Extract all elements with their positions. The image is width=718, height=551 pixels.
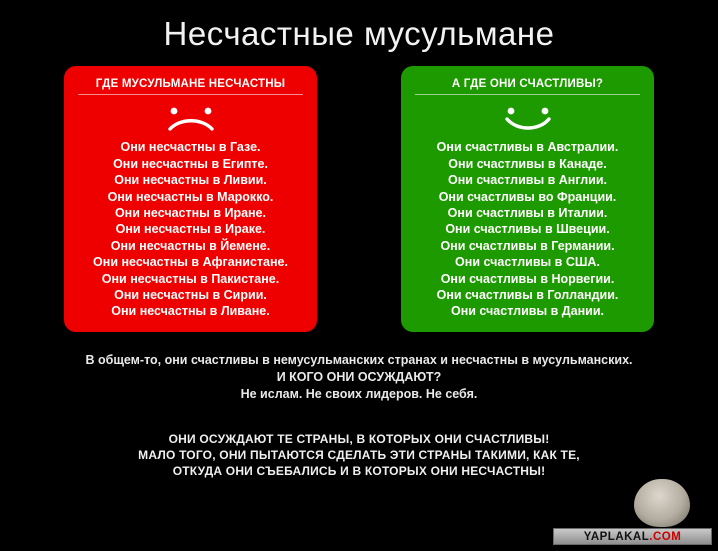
bottom-caption xyxy=(0,431,718,479)
list-item: Они счастливы в Швеции. xyxy=(445,222,610,237)
list-item: Они счастливы в Италии. xyxy=(447,205,608,220)
panels-container xyxy=(0,66,718,331)
list-item: Они несчастны в Афганистане. xyxy=(93,255,288,270)
list-item: Они несчастны в Египте. xyxy=(113,156,268,171)
list-item: Они несчастны в Марокко. xyxy=(107,189,274,204)
watermark-face-icon xyxy=(634,479,690,527)
list-item: Они несчастны в Сирии. xyxy=(114,287,267,302)
middle-caption xyxy=(0,352,718,403)
list-item: Они несчастны в Ираке. xyxy=(115,222,266,237)
middle-line-1: В общем-то, они счастливы в немусульманских странах и несчастны в мусульманских. xyxy=(85,352,633,367)
list-item: Они несчастны в Иране. xyxy=(114,205,267,220)
panel-happy-divider xyxy=(415,94,640,95)
list-item: Они несчастны в Ливане. xyxy=(111,304,270,319)
list-item: Они счастливы в Дании. xyxy=(450,304,605,319)
list-item: Они счастливы в Норвегии. xyxy=(440,271,615,286)
list-item: Они несчастны в Пакистане. xyxy=(101,271,280,286)
panel-happy-list xyxy=(401,139,654,319)
watermark-text-suffix: .COM xyxy=(649,530,682,543)
watermark-text-main: YAPLAKAL xyxy=(583,530,650,543)
panel-unhappy xyxy=(64,66,317,331)
list-item: Они счастливы в Германии. xyxy=(440,238,615,253)
list-item: Они счастливы в Англии. xyxy=(447,173,608,188)
list-item: Они счастливы в Австралии. xyxy=(436,140,619,155)
panel-unhappy-divider xyxy=(78,94,303,95)
list-item: Они счастливы в Голландии. xyxy=(436,287,619,302)
list-item: Они счастливы в США. xyxy=(455,255,600,270)
panel-happy xyxy=(401,66,654,331)
list-item: Они несчастны в Газе. xyxy=(120,140,261,155)
watermark-bar xyxy=(553,528,712,545)
middle-line-3: Не ислам. Не своих лидеров. Не себя. xyxy=(240,386,478,401)
watermark xyxy=(552,483,712,545)
panel-unhappy-list xyxy=(64,139,317,319)
sad-face-icon xyxy=(64,101,317,135)
list-item: Они несчастны в Ливии. xyxy=(114,173,267,188)
list-item: Они несчастны в Йемене. xyxy=(110,238,271,253)
bottom-line-1: ОНИ ОСУЖДАЮТ ТЕ СТРАНЫ, В КОТОРЫХ ОНИ СЧАСТЛИВЫ! xyxy=(168,431,550,446)
page-title: Несчастные мусульмане xyxy=(163,15,555,52)
happy-face-icon xyxy=(401,101,654,135)
panel-unhappy-heading: ГДЕ МУСУЛЬМАНЕ НЕСЧАСТНЫ xyxy=(95,78,286,91)
list-item: Они счастливы в Канаде. xyxy=(448,156,607,171)
list-item: Они счастливы во Франции. xyxy=(438,189,617,204)
panel-happy-heading: А ГДЕ ОНИ СЧАСТЛИВЫ? xyxy=(451,78,604,91)
middle-line-2: И КОГО ОНИ ОСУЖДАЮТ? xyxy=(276,369,442,384)
bottom-line-2: МАЛО ТОГО, ОНИ ПЫТАЮТСЯ СДЕЛАТЬ ЭТИ СТРАНЫ ТАКИМИ, КАК ТЕ, xyxy=(138,447,580,462)
watermark-text xyxy=(584,531,682,543)
bottom-line-3: ОТКУДА ОНИ СЪЕБАЛИСЬ И В КОТОРЫХ ОНИ НЕСЧАСТНЫ! xyxy=(172,463,546,478)
